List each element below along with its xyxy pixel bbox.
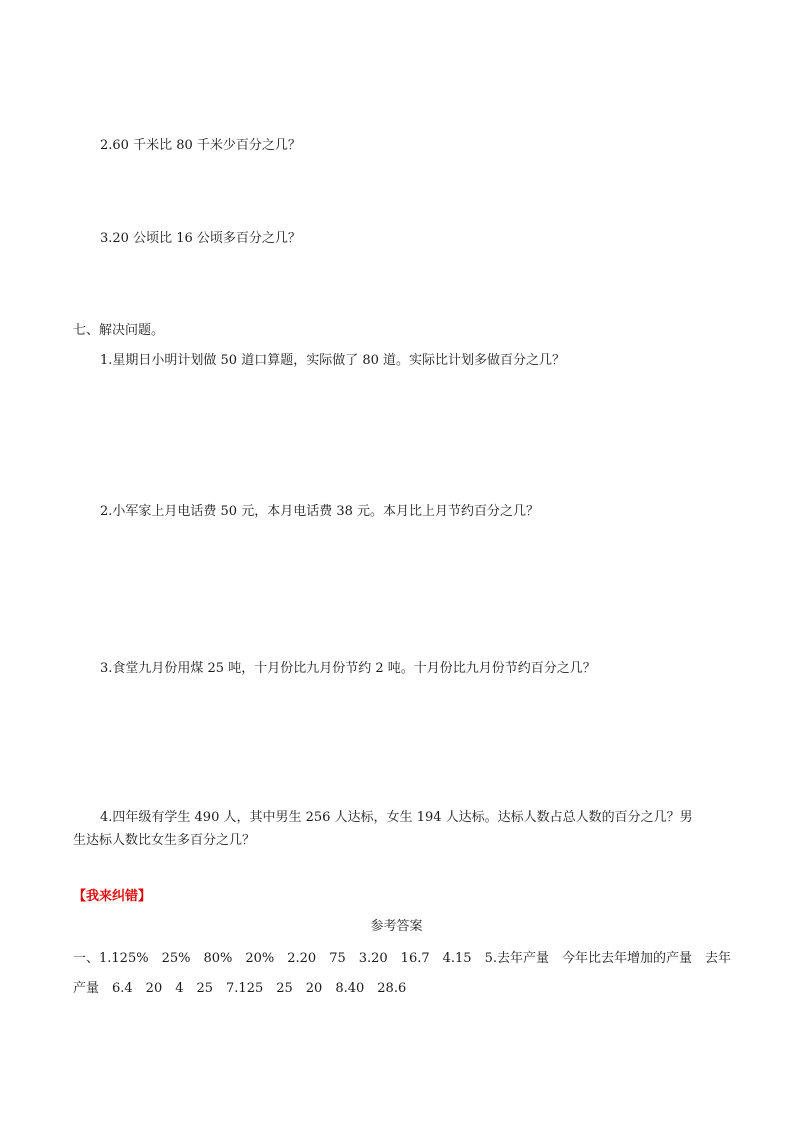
question-7-2: 2.小军家上月电话费 50 元，本月电话费 38 元。本月比上月节约百分之几？ xyxy=(100,504,540,519)
question-7-3: 3.食堂九月份用煤 25 吨，十月份比九月份节约 2 吨。十月份比九月份节约百分之几？ xyxy=(100,661,596,676)
answers-line-2: 产量 6.4 20 4 25 7.125 25 20 8.40 28.6 xyxy=(73,981,407,996)
question-7-1: 1.星期日小明计划做 50 道口算题，实际做了 80 道。实际比计划多做百分之几？ xyxy=(100,353,566,368)
question-6-3: 3.20 公顷比 16 公顷多百分之几？ xyxy=(100,231,301,246)
question-6-2: 2.60 千米比 80 千米少百分之几？ xyxy=(100,138,301,153)
answers-title: 参考答案 xyxy=(370,919,423,934)
correction-heading: 【我来纠错】 xyxy=(73,889,152,904)
section-7-heading: 七、解决问题。 xyxy=(73,323,165,338)
question-7-4-line1: 4.四年级有学生 490 人，其中男生 256 人达标，女生 194 人达标。达标人数占总人数的百分之几？男 xyxy=(100,810,693,825)
question-7-4-line2: 生达标人数比女生多百分之几？ xyxy=(73,833,256,848)
answers-line-1: 一、1.125% 25% 80% 20% 2.20 75 3.20 16.7 4.15 5.去年产量 今年比去年增加的产量 去年 xyxy=(73,951,731,966)
